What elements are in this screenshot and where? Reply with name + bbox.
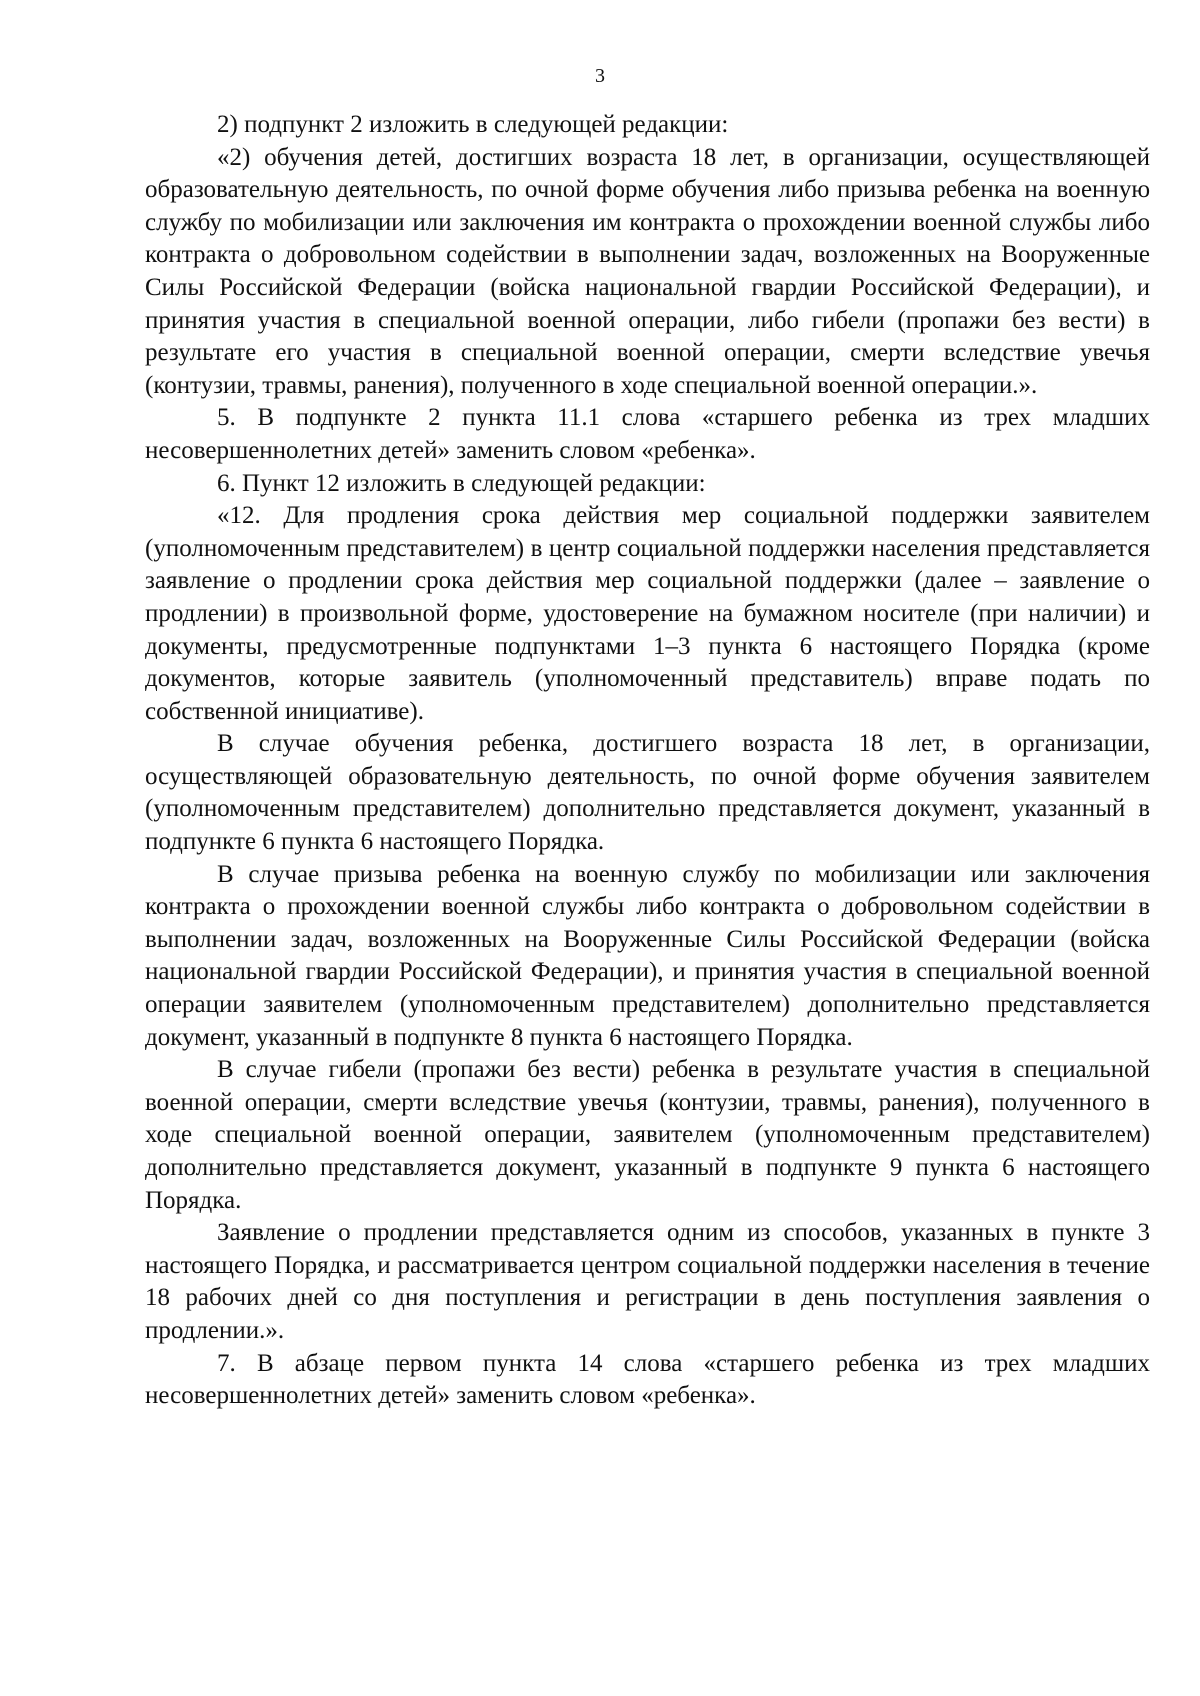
paragraph-subitem-2-heading: 2) подпункт 2 изложить в следующей редакции:: [217, 111, 729, 138]
paragraph-study-case: В случае обучения ребенка, достигшего возраста 18 лет, в организации, осуществляющей образовательную деятельность, по очной форме обучения заявителем (уполномоченным представителем) дополнительно представляется документ, указанный в подпункте 6 пункта 6 настоящего Порядка.: [145, 730, 1150, 856]
paragraph-item-12-text: «12. Для продления срока действия мер социальной поддержки заявителем (уполномоченным представителем) в центр социальной поддержки населения представляется заявление о продлении срока действия мер социальной поддержки (далее – заявление о продлении) в произвольной форме, удостоверение на бумажном носителе (при наличии) и документы, предусмотренные подпунктами 1–3 пункта 6 настоящего Порядка (кроме документов, которые заявитель (уполномоченный представитель) вправе подать по собственной инициативе).: [145, 502, 1150, 725]
paragraph-item-5: 5. В подпункте 2 пункта 11.1 слова «старшего ребенка из трех младших несовершеннолетних детей» заменить словом «ребенка».: [145, 404, 1150, 464]
paragraph-item-6: 6. Пункт 12 изложить в следующей редакции:: [217, 469, 706, 497]
paragraph-death-case: В случае гибели (пропажи без вести) ребенка в результате участия в специальной военной операции, смерти вследствие увечья (контузии, травмы, ранения), полученного в ходе специальной военной операции, заявителем (уполномоченным представителем) дополнительно представляется документ, указанный в подпункте 9 пункта 6 настоящего Порядка.: [145, 1056, 1150, 1214]
page-number: 3: [595, 65, 605, 87]
paragraph-subitem-2-text: «2) обучения детей, достигших возраста 18 лет, в организации, осуществляющей образовательную деятельность, по очной форме обучения либо призыва ребенка на военную службу по мобилизации или заключения им контракта о прохождении военной службы либо контракта о добровольном содействии в выполнении задач, возложенных на Вооруженные Силы Российской Федерации (войска национальной гвардии Российской Федерации), и принятия участия в специальной военной операции, либо гибели (пропажи без вести) в результате его участия в специальной военной операции, смерти вследствие увечья (контузии, травмы, ранения), полученного в ходе специальной военной операции.».: [145, 143, 1150, 399]
paragraph-application-review: Заявление о продлении представляется одним из способов, указанных в пункте 3 настоящего Порядка, и рассматривается центром социальной поддержки населения в течение 18 рабочих дней со дня поступления и регистрации в день поступления заявления о продлении.».: [145, 1219, 1150, 1344]
paragraph-military-case: В случае призыва ребенка на военную службу по мобилизации или заключения контракта о прохождении военной службы либо контракта о добровольном содействии в выполнении задач, возложенных на Вооруженные Силы Российской Федерации (войска национальной гвардии Российской Федерации), и принятия участия в специальной военной операции заявителем (уполномоченным представителем) дополнительно представляется документ, указанный в подпункте 8 пункта 6 настоящего Порядка.: [145, 860, 1150, 1051]
document-body: [145, 109, 1150, 1413]
paragraph-item-7: 7. В абзаце первом пункта 14 слова «старшего ребенка из трех младших несовершеннолетних детей» заменить словом «ребенка».: [145, 1349, 1150, 1410]
